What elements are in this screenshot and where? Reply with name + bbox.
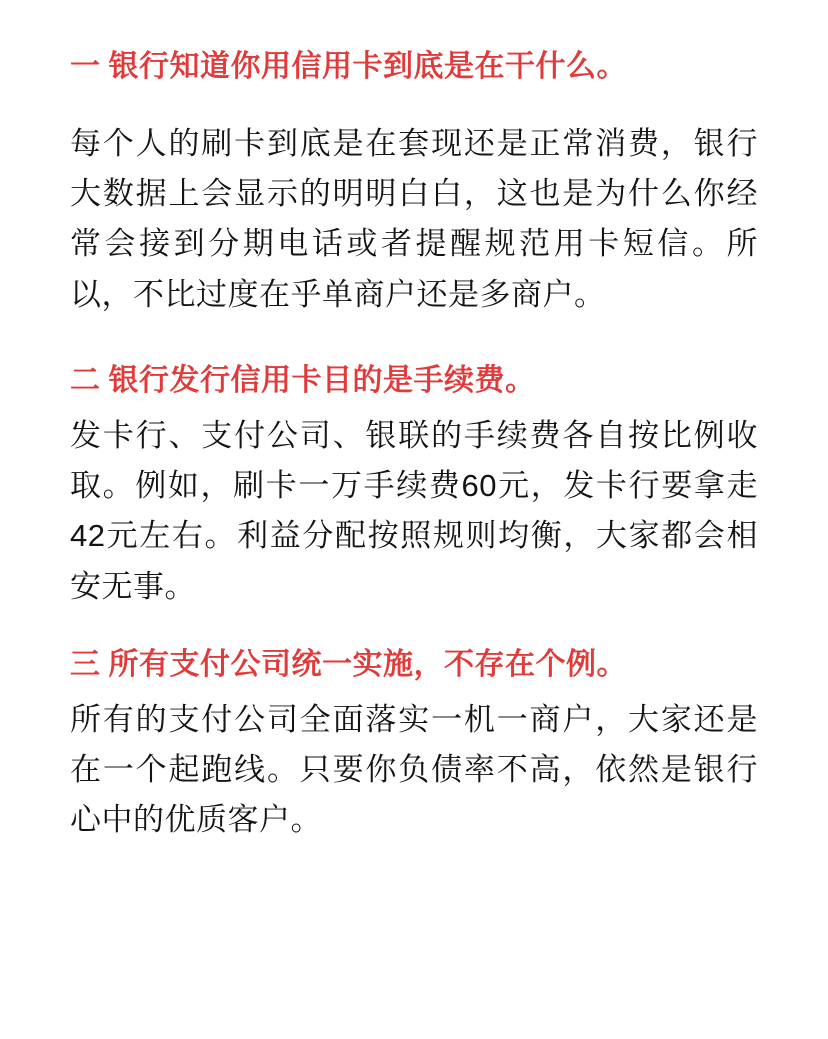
spacer-one: [70, 320, 758, 358]
section-one: [70, 44, 758, 320]
section-three-heading: [70, 642, 758, 687]
section-three: [70, 642, 758, 846]
section-two-body: 发卡行、支付公司、银联的手续费各自按比例收取。例如，刷卡一万手续费60元，发卡行要拿走42元左右。利益分配按照规则均衡，大家都会相安无事。: [70, 417, 758, 604]
section-one-body: 每个人的刷卡到底是在套现还是正常消费，银行大数据上会显示的明明白白，这也是为什么你经常会接到分期电话或者提醒规范用卡短信。所以，不比过度在乎单商户还是多商户。: [70, 126, 758, 312]
section-three-heading-text: 所有支付公司统一实施，不存在个例。: [108, 647, 627, 681]
section-three-body: 所有的支付公司全面落实一机一商户，大家还是在一个起跑线。只要你负债率不高，依然是银行心中的优质客户。: [70, 701, 758, 838]
section-two-number: 二: [70, 363, 101, 397]
section-three-number: 三: [70, 647, 101, 681]
section-two-heading: [70, 358, 758, 403]
section-one-heading: [70, 44, 758, 89]
spacer-two: [70, 612, 758, 642]
section-one-number: 一: [70, 50, 101, 83]
section-two-heading-text: 银行发行信用卡目的是手续费。: [108, 363, 536, 397]
section-one-heading-text: 银行知道你用信用卡到底是在干什么。: [108, 50, 627, 83]
section-two: [70, 358, 758, 612]
